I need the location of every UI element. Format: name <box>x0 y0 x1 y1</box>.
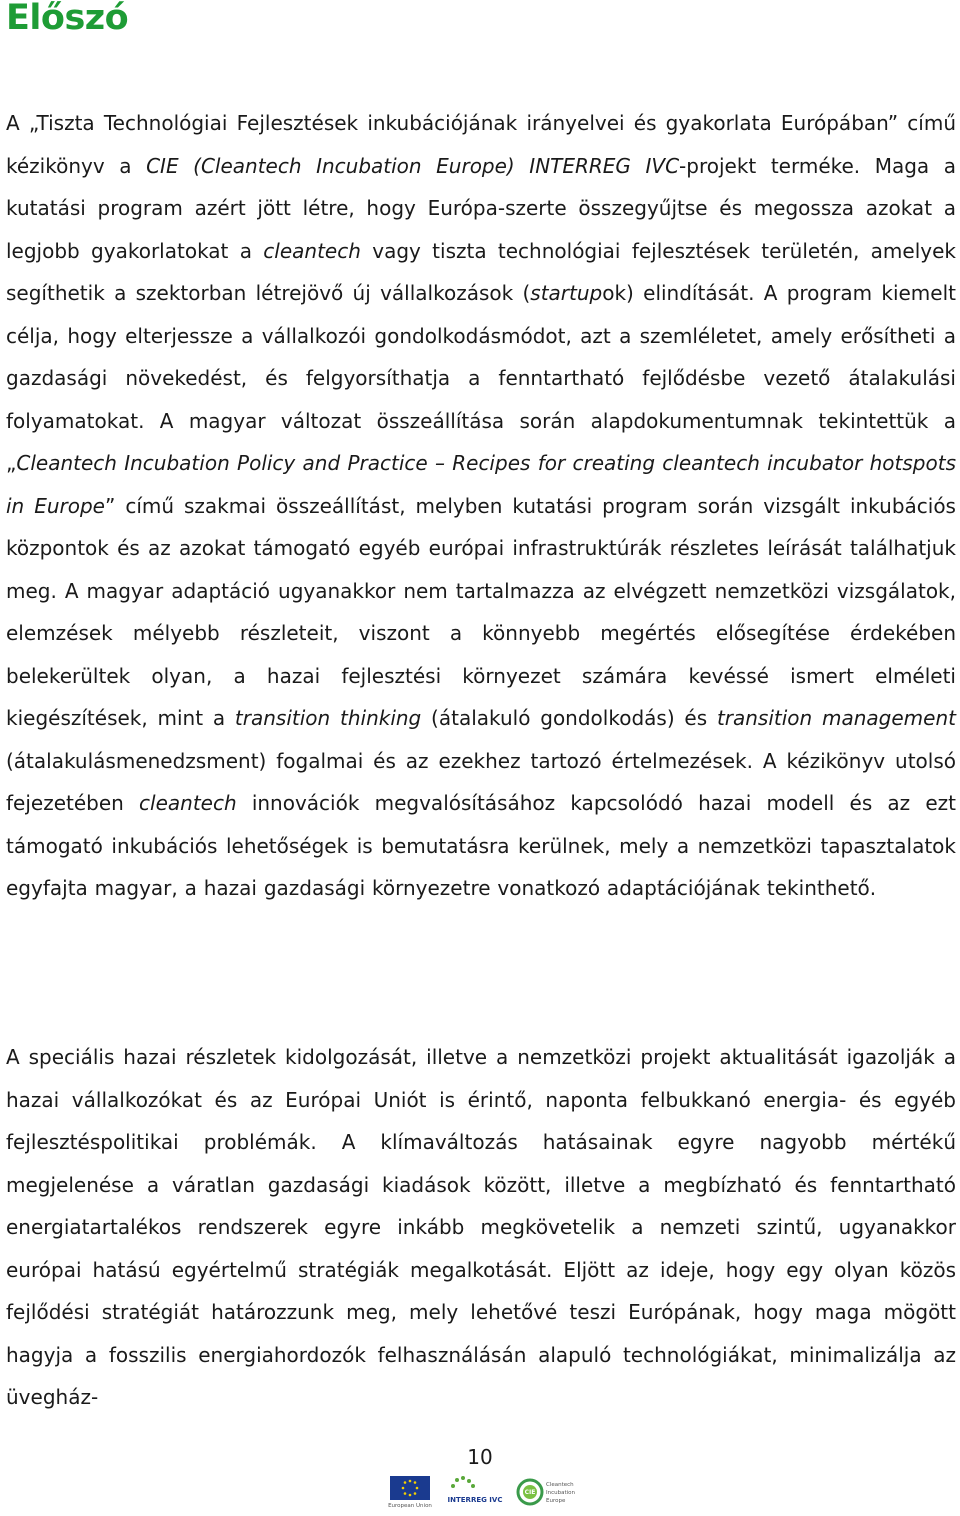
cie-logo <box>516 1474 578 1510</box>
italic-text-run: transition thinking <box>234 706 422 730</box>
svg-text:CIE: CIE <box>524 1489 536 1496</box>
svg-text:INTERREG IVC: INTERREG IVC <box>447 1496 503 1504</box>
text-run: (átalakulásmenedzsment) fogalmai és az ezekhez tartozó értelmezések. A kézikönyv utolsó fejezetében <box>6 748 956 815</box>
italic-text-run: CIE (Cleantech Incubation Europe) INTERREG IVC <box>146 153 680 178</box>
svg-text:European Union: European Union <box>388 1503 432 1509</box>
italic-text-run: cleantech <box>263 238 361 263</box>
footer-logos <box>388 1474 588 1510</box>
page-number: 10 <box>467 1445 493 1469</box>
svg-text:Europe: Europe <box>546 1498 566 1504</box>
body-paragraph <box>6 102 956 910</box>
text-run: ok) elindítását. A program kiemelt célja, hogy elterjessze a vállalkozói gondolkodásmódot, azt a szemléletet, amely erősítheti a gazdasági növekedést, és felgyorsíthatja a fenntartható fejlődésbe vezető átalakulási folyamatokat. A magyar változat összeállítása során alapdokumentumnak tekintettük a „ <box>6 281 956 475</box>
text-run: (átalakuló gondolkodás) és <box>421 706 717 730</box>
italic-text-run: cleantech <box>139 791 237 815</box>
italic-text-run: transition management <box>716 706 956 730</box>
eu-flag-logo <box>388 1474 432 1510</box>
interreg-logo <box>443 1474 507 1510</box>
svg-text:Incubation: Incubation <box>546 1490 576 1496</box>
text-run: innovációk megvalósításához kapcsolódó hazai modell és az ezt támogató inkubációs lehetőségek is bemutatásra kerülnek, mely a nemzetközi tapasztalatok egyfajta magyar, a hazai gazdasági környezetre vonatkozó adaptációjának tekinthető. <box>6 791 957 900</box>
text-run: vagy tiszta technológiai fejlesztések területén, amelyek segíthetik a szektorban létrejövő új vállalkozások ( <box>6 238 956 305</box>
text-run: A speciális hazai részletek kidolgozását, illetve a nemzetközi projekt aktualitását igazolják a hazai vállalkozókat és az Európai Uniót is érintő, naponta felbukkanó energia- és egyéb fejlesztéspolitikai problémák. A klímaváltozás hatásainak egyre nagyobb mértékű megjelenése a váratlan gazdasági kiadások között, illetve a megbízható és fenntartható energiatartalékos rendszerek egyre inkább megkövetelik a nemzeti szintű, ugyanakkor európai hatású egyértelmű stratégiák megalkotását. Eljött az ideje, hogy egy olyan közös fejlődési stratégiát határozzunk meg, mely lehetővé teszi Európának, hogy maga mögött hagyja a fosszilis energiahordozók felhasználásán alapuló technológiákat, minimalizálja az üvegház- <box>6 1045 956 1409</box>
text-run: -projekt terméke. Maga a kutatási program azért jött létre, hogy Európa-szerte összegyűjtse és megossza azokat a legjobb gyakorlatokat a <box>6 153 957 263</box>
italic-text-run: Cleantech Incubation Policy and Practice – Recipes for creating cleantech incubator hotspots in Europe <box>6 451 956 518</box>
svg-text:Cleantech: Cleantech <box>546 1482 574 1488</box>
italic-text-run: startup <box>530 281 603 305</box>
text-run: ” című szakmai összeállítást, melyben kutatási program során vizsgált inkubációs központok és az azokat támogató egyéb európai infrastruktúrák részletes leírását találhatjuk meg. A magyar adaptáció ugyanakkor nem tartalmazza az elvégzett nemzetközi vizsgálatok, elemzések mélyebb részleteit, viszont a könnyebb megértés elősegítése érdekében belekerültek olyan, a hazai fejlesztési környezet számára kevéssé ismert elméleti kiegészítések, mint a <box>6 493 956 730</box>
text-run: A „Tiszta Technológiai Fejlesztések inkubációjának irányelvei és gyakorlata Európában” című kézikönyv a <box>6 111 956 178</box>
page-title: Előszó <box>6 0 129 38</box>
body-paragraph <box>6 1036 956 1419</box>
